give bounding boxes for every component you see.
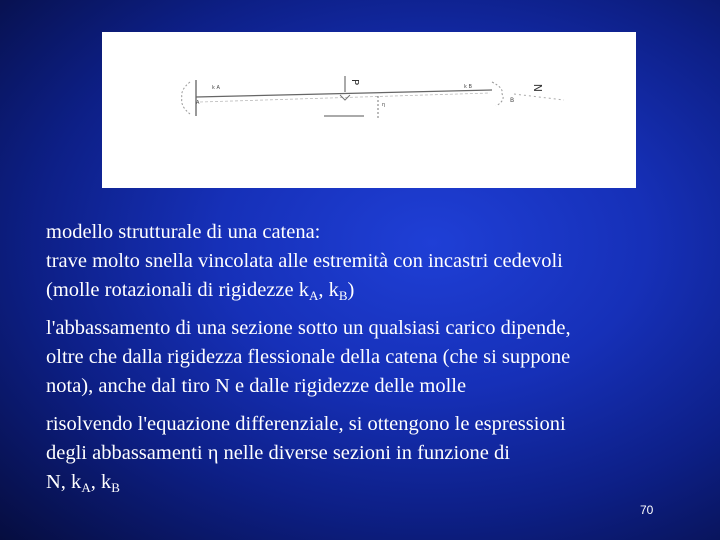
label-a: A bbox=[196, 100, 200, 106]
p3-line3-pre: N, k bbox=[46, 471, 82, 493]
label-b: B bbox=[510, 97, 515, 104]
label-p: P bbox=[349, 79, 360, 86]
paragraph-deflection bbox=[46, 314, 686, 401]
beam-diagram bbox=[102, 32, 636, 188]
right-spring-icon bbox=[492, 82, 503, 106]
paragraph-model bbox=[46, 218, 686, 305]
p1-sub-a: A bbox=[308, 288, 319, 303]
label-n: N bbox=[532, 83, 545, 92]
tension-line bbox=[514, 94, 564, 100]
paragraph-solution bbox=[46, 410, 686, 497]
page-number: 70 bbox=[640, 503, 654, 517]
p3-sub-b: B bbox=[111, 480, 120, 495]
beam-diagram-svg bbox=[102, 32, 636, 188]
p1-sub-b: B bbox=[338, 288, 348, 303]
p3-eta: η bbox=[207, 442, 219, 464]
p3-line1: risolvendo l'equazione differenziale, si ottengono le espressioni bbox=[46, 413, 566, 435]
p1-sep: , k bbox=[318, 279, 339, 301]
label-eta: η bbox=[382, 102, 386, 108]
label-kb: k B bbox=[464, 84, 472, 90]
p1-line3-post: ) bbox=[347, 279, 355, 301]
p1-line2: trave molto snella vincolata alle estremità con incastri cedevoli bbox=[46, 250, 563, 272]
label-ka: k A bbox=[212, 85, 220, 91]
p3-sub-a: A bbox=[81, 480, 91, 495]
p3-line2-pre: degli abbassamenti bbox=[46, 442, 208, 464]
p2-line2: oltre che dalla rigidezza flessionale della catena (che si suppone bbox=[46, 346, 571, 368]
p2-line3: nota), anche dal tiro N e dalle rigidezze delle molle bbox=[46, 375, 467, 397]
p3-line2-post: nelle diverse sezioni in funzione di bbox=[218, 442, 510, 464]
p2-line1: l'abbassamento di una sezione sotto un qualsiasi carico dipende, bbox=[46, 317, 571, 339]
p1-line3-pre: (molle rotazionali di rigidezze k bbox=[46, 279, 309, 301]
beam-line bbox=[196, 90, 492, 97]
p3-sep: , k bbox=[90, 471, 112, 493]
p1-line1: modello strutturale di una catena: bbox=[46, 221, 321, 243]
left-spring-icon bbox=[182, 82, 190, 114]
